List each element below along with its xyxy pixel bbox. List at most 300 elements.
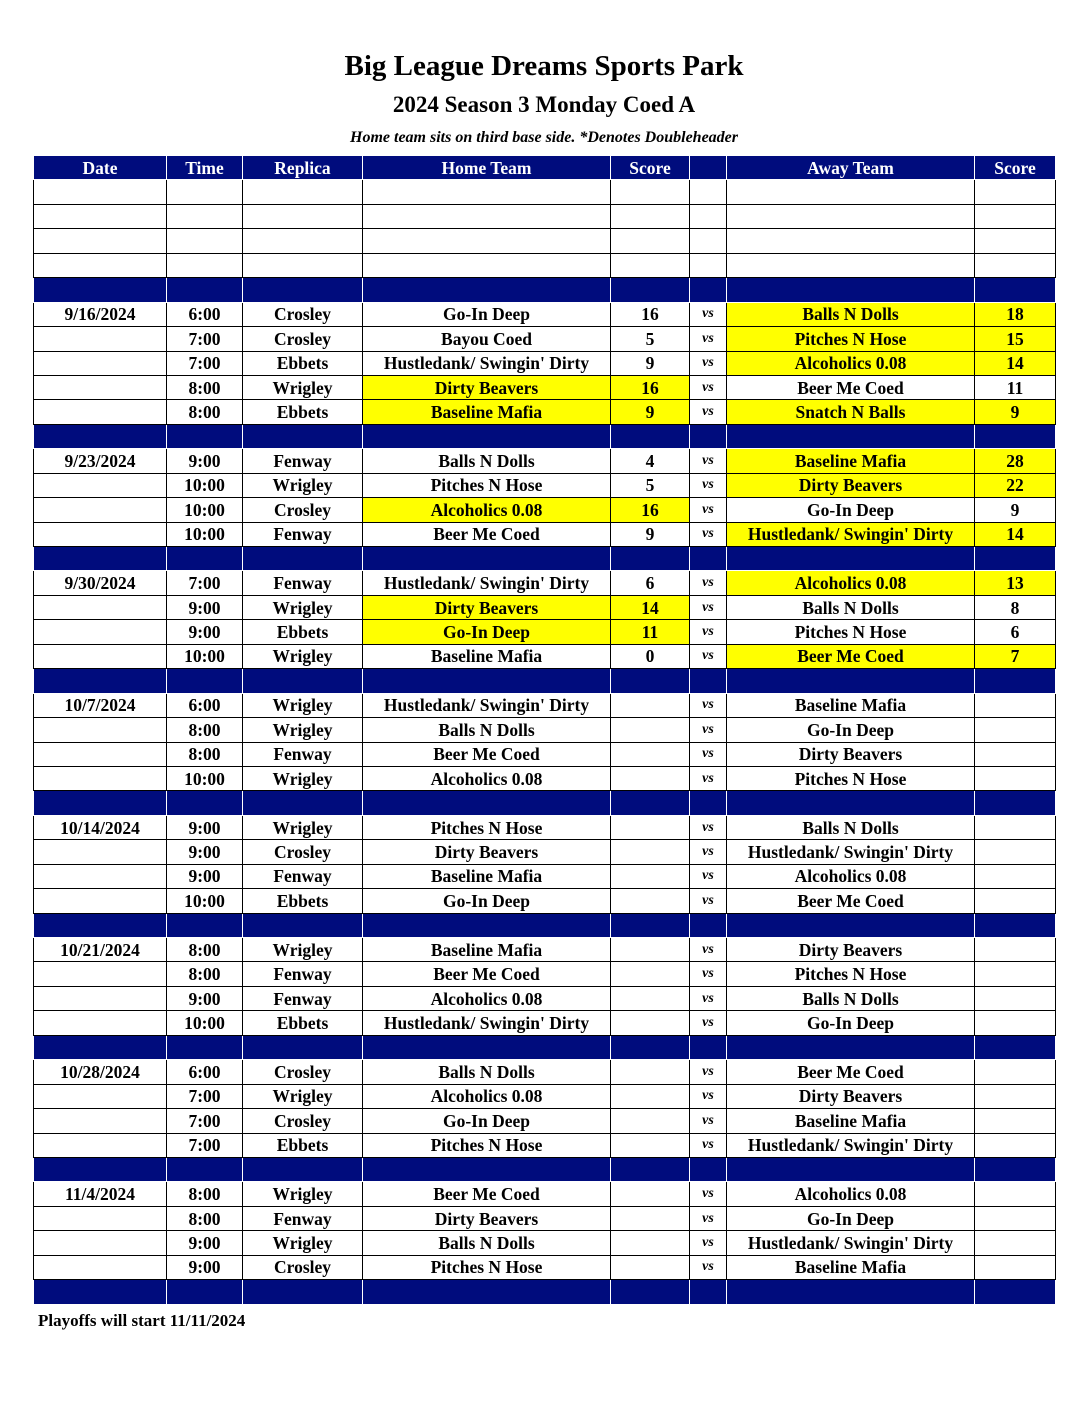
home-team: Balls N Dolls <box>363 718 611 742</box>
game-field: Fenway <box>243 522 363 546</box>
home-score: 6 <box>611 571 690 595</box>
home-team: Baseline Mafia <box>363 938 611 962</box>
game-field: Wrigley <box>243 1231 363 1255</box>
game-date: 10/7/2024 <box>34 693 167 717</box>
separator-cell <box>167 791 243 815</box>
away-team: Balls N Dolls <box>727 302 975 326</box>
blank-cell <box>363 204 611 228</box>
home-score <box>611 742 690 766</box>
separator-cell <box>727 547 975 571</box>
away-team: Dirty Beavers <box>727 1084 975 1108</box>
away-team: Hustledank/ Swingin' Dirty <box>727 1231 975 1255</box>
away-score: 9 <box>975 400 1056 424</box>
blank-cell <box>975 253 1056 277</box>
home-team: Balls N Dolls <box>363 449 611 473</box>
home-team: Dirty Beavers <box>363 1206 611 1230</box>
vs-label: vs <box>690 1109 727 1133</box>
home-score <box>611 1084 690 1108</box>
blank-cell <box>167 180 243 204</box>
separator-cell <box>243 1280 363 1304</box>
home-score: 16 <box>611 498 690 522</box>
separator-cell <box>34 278 167 302</box>
game-row <box>34 351 1056 375</box>
away-score <box>975 1133 1056 1157</box>
home-team: Pitches N Hose <box>363 473 611 497</box>
away-score: 14 <box>975 522 1056 546</box>
game-date <box>34 889 167 913</box>
away-team: Dirty Beavers <box>727 473 975 497</box>
game-field: Ebbets <box>243 1133 363 1157</box>
away-team: Alcoholics 0.08 <box>727 571 975 595</box>
separator-cell <box>34 547 167 571</box>
game-date <box>34 498 167 522</box>
separator-cell <box>167 278 243 302</box>
away-score <box>975 1255 1056 1279</box>
game-row <box>34 644 1056 668</box>
game-field: Crosley <box>243 1109 363 1133</box>
home-team: Pitches N Hose <box>363 815 611 839</box>
game-row <box>34 938 1056 962</box>
home-score: 16 <box>611 302 690 326</box>
game-time: 8:00 <box>167 718 243 742</box>
separator-cell <box>727 1035 975 1059</box>
game-row <box>34 595 1056 619</box>
game-field: Crosley <box>243 1060 363 1084</box>
week-separator-row <box>34 1157 1056 1181</box>
separator-cell <box>727 669 975 693</box>
game-date <box>34 620 167 644</box>
game-date <box>34 1206 167 1230</box>
game-time: 7:00 <box>167 327 243 351</box>
game-date <box>34 400 167 424</box>
vs-label: vs <box>690 1206 727 1230</box>
vs-label: vs <box>690 351 727 375</box>
away-score <box>975 1084 1056 1108</box>
game-row <box>34 620 1056 644</box>
home-score: 14 <box>611 595 690 619</box>
home-team: Bayou Coed <box>363 327 611 351</box>
away-score <box>975 962 1056 986</box>
game-time: 10:00 <box>167 473 243 497</box>
game-row <box>34 400 1056 424</box>
game-date <box>34 840 167 864</box>
game-row <box>34 1231 1056 1255</box>
game-row <box>34 1084 1056 1108</box>
home-team: Dirty Beavers <box>363 595 611 619</box>
vs-label: vs <box>690 473 727 497</box>
separator-cell <box>34 1035 167 1059</box>
game-row <box>34 1182 1056 1206</box>
col-header-date: Date <box>34 156 167 180</box>
home-team: Balls N Dolls <box>363 1231 611 1255</box>
col-header-away-team: Away Team <box>727 156 975 180</box>
away-team: Pitches N Hose <box>727 962 975 986</box>
away-score <box>975 815 1056 839</box>
game-row <box>34 693 1056 717</box>
game-field: Wrigley <box>243 718 363 742</box>
separator-cell <box>975 278 1056 302</box>
game-time: 9:00 <box>167 986 243 1010</box>
away-score: 8 <box>975 595 1056 619</box>
vs-label: vs <box>690 1231 727 1255</box>
week-separator-row <box>34 913 1056 937</box>
separator-cell <box>167 547 243 571</box>
away-score <box>975 1109 1056 1133</box>
vs-label: vs <box>690 1060 727 1084</box>
home-team: Dirty Beavers <box>363 840 611 864</box>
vs-label: vs <box>690 595 727 619</box>
separator-cell <box>727 1157 975 1181</box>
game-field: Crosley <box>243 840 363 864</box>
away-score <box>975 693 1056 717</box>
game-field: Ebbets <box>243 400 363 424</box>
week-separator-row <box>34 547 1056 571</box>
separator-cell <box>167 1157 243 1181</box>
game-time: 7:00 <box>167 571 243 595</box>
game-date <box>34 595 167 619</box>
separator-cell <box>363 547 611 571</box>
game-field: Fenway <box>243 864 363 888</box>
col-header-time: Time <box>167 156 243 180</box>
home-team: Pitches N Hose <box>363 1133 611 1157</box>
game-time: 7:00 <box>167 351 243 375</box>
game-row <box>34 1206 1056 1230</box>
game-time: 8:00 <box>167 962 243 986</box>
away-score: 13 <box>975 571 1056 595</box>
blank-cell <box>727 180 975 204</box>
separator-cell <box>690 1157 727 1181</box>
separator-cell <box>690 278 727 302</box>
blank-cell <box>975 180 1056 204</box>
separator-cell <box>363 669 611 693</box>
home-team: Go-In Deep <box>363 302 611 326</box>
separator-cell <box>727 913 975 937</box>
home-score: 16 <box>611 375 690 399</box>
vs-label: vs <box>690 571 727 595</box>
separator-cell <box>727 278 975 302</box>
vs-label: vs <box>690 986 727 1010</box>
away-team: Baseline Mafia <box>727 1109 975 1133</box>
game-field: Wrigley <box>243 375 363 399</box>
game-field: Fenway <box>243 449 363 473</box>
away-score: 14 <box>975 351 1056 375</box>
separator-cell <box>975 424 1056 448</box>
schedule-table <box>33 155 1056 1305</box>
game-row <box>34 498 1056 522</box>
game-time: 8:00 <box>167 742 243 766</box>
game-field: Ebbets <box>243 889 363 913</box>
game-date: 10/28/2024 <box>34 1060 167 1084</box>
game-field: Wrigley <box>243 938 363 962</box>
blank-cell <box>34 180 167 204</box>
away-team: Alcoholics 0.08 <box>727 1182 975 1206</box>
home-team: Hustledank/ Swingin' Dirty <box>363 571 611 595</box>
blank-cell <box>611 180 690 204</box>
separator-cell <box>611 1280 690 1304</box>
away-score: 7 <box>975 644 1056 668</box>
home-score: 9 <box>611 400 690 424</box>
away-team: Dirty Beavers <box>727 742 975 766</box>
game-row <box>34 718 1056 742</box>
home-team: Pitches N Hose <box>363 1255 611 1279</box>
game-date <box>34 473 167 497</box>
vs-label: vs <box>690 815 727 839</box>
game-date <box>34 522 167 546</box>
away-score: 6 <box>975 620 1056 644</box>
away-team: Hustledank/ Swingin' Dirty <box>727 1133 975 1157</box>
home-team: Alcoholics 0.08 <box>363 986 611 1010</box>
away-score <box>975 766 1056 790</box>
away-team: Go-In Deep <box>727 1206 975 1230</box>
away-score <box>975 1060 1056 1084</box>
separator-cell <box>611 791 690 815</box>
page-subtitle: 2024 Season 3 Monday Coed A <box>392 92 696 117</box>
away-score <box>975 986 1056 1010</box>
game-row <box>34 766 1056 790</box>
vs-label: vs <box>690 962 727 986</box>
game-date <box>34 375 167 399</box>
home-team: Baseline Mafia <box>363 864 611 888</box>
away-team: Balls N Dolls <box>727 986 975 1010</box>
away-team: Beer Me Coed <box>727 889 975 913</box>
week-separator-row <box>34 424 1056 448</box>
separator-cell <box>167 1280 243 1304</box>
game-date <box>34 1133 167 1157</box>
home-team: Alcoholics 0.08 <box>363 766 611 790</box>
away-team: Balls N Dolls <box>727 815 975 839</box>
home-team: Hustledank/ Swingin' Dirty <box>363 1011 611 1035</box>
blank-row <box>34 229 1056 253</box>
separator-cell <box>34 424 167 448</box>
week-separator-row <box>34 791 1056 815</box>
game-field: Wrigley <box>243 693 363 717</box>
away-team: Go-In Deep <box>727 718 975 742</box>
separator-cell <box>690 424 727 448</box>
home-score <box>611 718 690 742</box>
separator-cell <box>167 1035 243 1059</box>
blank-cell <box>975 229 1056 253</box>
vs-label: vs <box>690 620 727 644</box>
game-time: 9:00 <box>167 449 243 473</box>
game-field: Fenway <box>243 962 363 986</box>
separator-cell <box>690 791 727 815</box>
game-date: 10/14/2024 <box>34 815 167 839</box>
schedule-note: Home team sits on third base side. *Denotes Doubleheader <box>350 129 738 146</box>
away-team: Pitches N Hose <box>727 766 975 790</box>
away-team: Hustledank/ Swingin' Dirty <box>727 522 975 546</box>
game-time: 6:00 <box>167 1060 243 1084</box>
game-time: 8:00 <box>167 1206 243 1230</box>
home-team: Beer Me Coed <box>363 742 611 766</box>
blank-cell <box>243 253 363 277</box>
away-team: Pitches N Hose <box>727 327 975 351</box>
game-time: 10:00 <box>167 1011 243 1035</box>
separator-cell <box>611 669 690 693</box>
game-field: Fenway <box>243 986 363 1010</box>
game-time: 9:00 <box>167 1255 243 1279</box>
away-team: Snatch N Balls <box>727 400 975 424</box>
game-row <box>34 1255 1056 1279</box>
game-row <box>34 1133 1056 1157</box>
col-header-away-score: Score <box>975 156 1056 180</box>
blank-cell <box>167 204 243 228</box>
separator-cell <box>975 1035 1056 1059</box>
separator-cell <box>363 1035 611 1059</box>
separator-cell <box>363 791 611 815</box>
game-time: 6:00 <box>167 693 243 717</box>
game-row <box>34 840 1056 864</box>
game-row <box>34 302 1056 326</box>
separator-cell <box>34 1157 167 1181</box>
game-field: Wrigley <box>243 644 363 668</box>
game-date <box>34 986 167 1010</box>
home-team: Hustledank/ Swingin' Dirty <box>363 693 611 717</box>
week-separator-row <box>34 669 1056 693</box>
separator-cell <box>34 791 167 815</box>
page-title: Big League Dreams Sports Park <box>344 50 744 82</box>
vs-label: vs <box>690 498 727 522</box>
home-team: Hustledank/ Swingin' Dirty <box>363 351 611 375</box>
game-date <box>34 644 167 668</box>
vs-label: vs <box>690 1255 727 1279</box>
game-row <box>34 1060 1056 1084</box>
vs-label: vs <box>690 400 727 424</box>
game-field: Ebbets <box>243 351 363 375</box>
game-time: 9:00 <box>167 1231 243 1255</box>
game-date <box>34 864 167 888</box>
vs-label: vs <box>690 449 727 473</box>
separator-cell <box>975 1280 1056 1304</box>
away-team: Beer Me Coed <box>727 644 975 668</box>
separator-cell <box>243 1157 363 1181</box>
away-team: Baseline Mafia <box>727 693 975 717</box>
game-row <box>34 473 1056 497</box>
separator-cell <box>243 669 363 693</box>
home-team: Baseline Mafia <box>363 400 611 424</box>
blank-cell <box>243 204 363 228</box>
home-score <box>611 1255 690 1279</box>
blank-cell <box>243 229 363 253</box>
game-date <box>34 1109 167 1133</box>
separator-cell <box>611 424 690 448</box>
game-date <box>34 742 167 766</box>
away-team: Beer Me Coed <box>727 1060 975 1084</box>
game-field: Wrigley <box>243 1182 363 1206</box>
home-score: 11 <box>611 620 690 644</box>
away-team: Dirty Beavers <box>727 938 975 962</box>
vs-label: vs <box>690 864 727 888</box>
game-date <box>34 962 167 986</box>
game-field: Ebbets <box>243 1011 363 1035</box>
vs-label: vs <box>690 1133 727 1157</box>
game-time: 8:00 <box>167 1182 243 1206</box>
separator-cell <box>611 547 690 571</box>
home-score <box>611 1206 690 1230</box>
home-team: Beer Me Coed <box>363 1182 611 1206</box>
game-row <box>34 962 1056 986</box>
home-score: 9 <box>611 522 690 546</box>
game-field: Wrigley <box>243 815 363 839</box>
game-time: 8:00 <box>167 400 243 424</box>
game-time: 7:00 <box>167 1109 243 1133</box>
away-team: Balls N Dolls <box>727 595 975 619</box>
home-score <box>611 889 690 913</box>
home-score <box>611 1011 690 1035</box>
vs-label: vs <box>690 693 727 717</box>
separator-cell <box>690 913 727 937</box>
game-field: Crosley <box>243 302 363 326</box>
home-team: Alcoholics 0.08 <box>363 1084 611 1108</box>
blank-cell <box>363 229 611 253</box>
game-date <box>34 718 167 742</box>
separator-cell <box>167 424 243 448</box>
game-date: 10/21/2024 <box>34 938 167 962</box>
separator-cell <box>363 424 611 448</box>
week-separator-row <box>34 278 1056 302</box>
home-score: 5 <box>611 327 690 351</box>
game-row <box>34 864 1056 888</box>
home-team: Go-In Deep <box>363 1109 611 1133</box>
game-time: 7:00 <box>167 1133 243 1157</box>
home-score <box>611 864 690 888</box>
home-score <box>611 938 690 962</box>
game-row <box>34 742 1056 766</box>
separator-cell <box>975 669 1056 693</box>
blank-cell <box>243 180 363 204</box>
separator-cell <box>690 669 727 693</box>
away-score <box>975 742 1056 766</box>
game-time: 9:00 <box>167 620 243 644</box>
vs-label: vs <box>690 889 727 913</box>
separator-cell <box>975 791 1056 815</box>
game-date <box>34 1011 167 1035</box>
home-team: Alcoholics 0.08 <box>363 498 611 522</box>
separator-cell <box>975 913 1056 937</box>
away-score <box>975 1182 1056 1206</box>
game-time: 10:00 <box>167 644 243 668</box>
game-row <box>34 815 1056 839</box>
separator-cell <box>243 424 363 448</box>
home-team: Beer Me Coed <box>363 522 611 546</box>
separator-cell <box>243 547 363 571</box>
game-date <box>34 766 167 790</box>
col-header-home-score: Score <box>611 156 690 180</box>
game-date: 11/4/2024 <box>34 1182 167 1206</box>
game-field: Wrigley <box>243 473 363 497</box>
blank-cell <box>690 229 727 253</box>
home-score: 5 <box>611 473 690 497</box>
week-separator-row <box>34 1035 1056 1059</box>
away-team: Alcoholics 0.08 <box>727 351 975 375</box>
vs-label: vs <box>690 718 727 742</box>
home-score <box>611 1060 690 1084</box>
playoffs-note: Playoffs will start 11/11/2024 <box>38 1311 246 1330</box>
home-team: Baseline Mafia <box>363 644 611 668</box>
separator-cell <box>243 913 363 937</box>
game-field: Fenway <box>243 1206 363 1230</box>
game-field: Crosley <box>243 327 363 351</box>
separator-cell <box>363 1280 611 1304</box>
away-score <box>975 1206 1056 1230</box>
game-date: 9/23/2024 <box>34 449 167 473</box>
blank-cell <box>727 253 975 277</box>
vs-label: vs <box>690 327 727 351</box>
away-score: 22 <box>975 473 1056 497</box>
game-field: Wrigley <box>243 595 363 619</box>
game-field: Fenway <box>243 571 363 595</box>
game-date: 9/30/2024 <box>34 571 167 595</box>
col-header-replica: Replica <box>243 156 363 180</box>
